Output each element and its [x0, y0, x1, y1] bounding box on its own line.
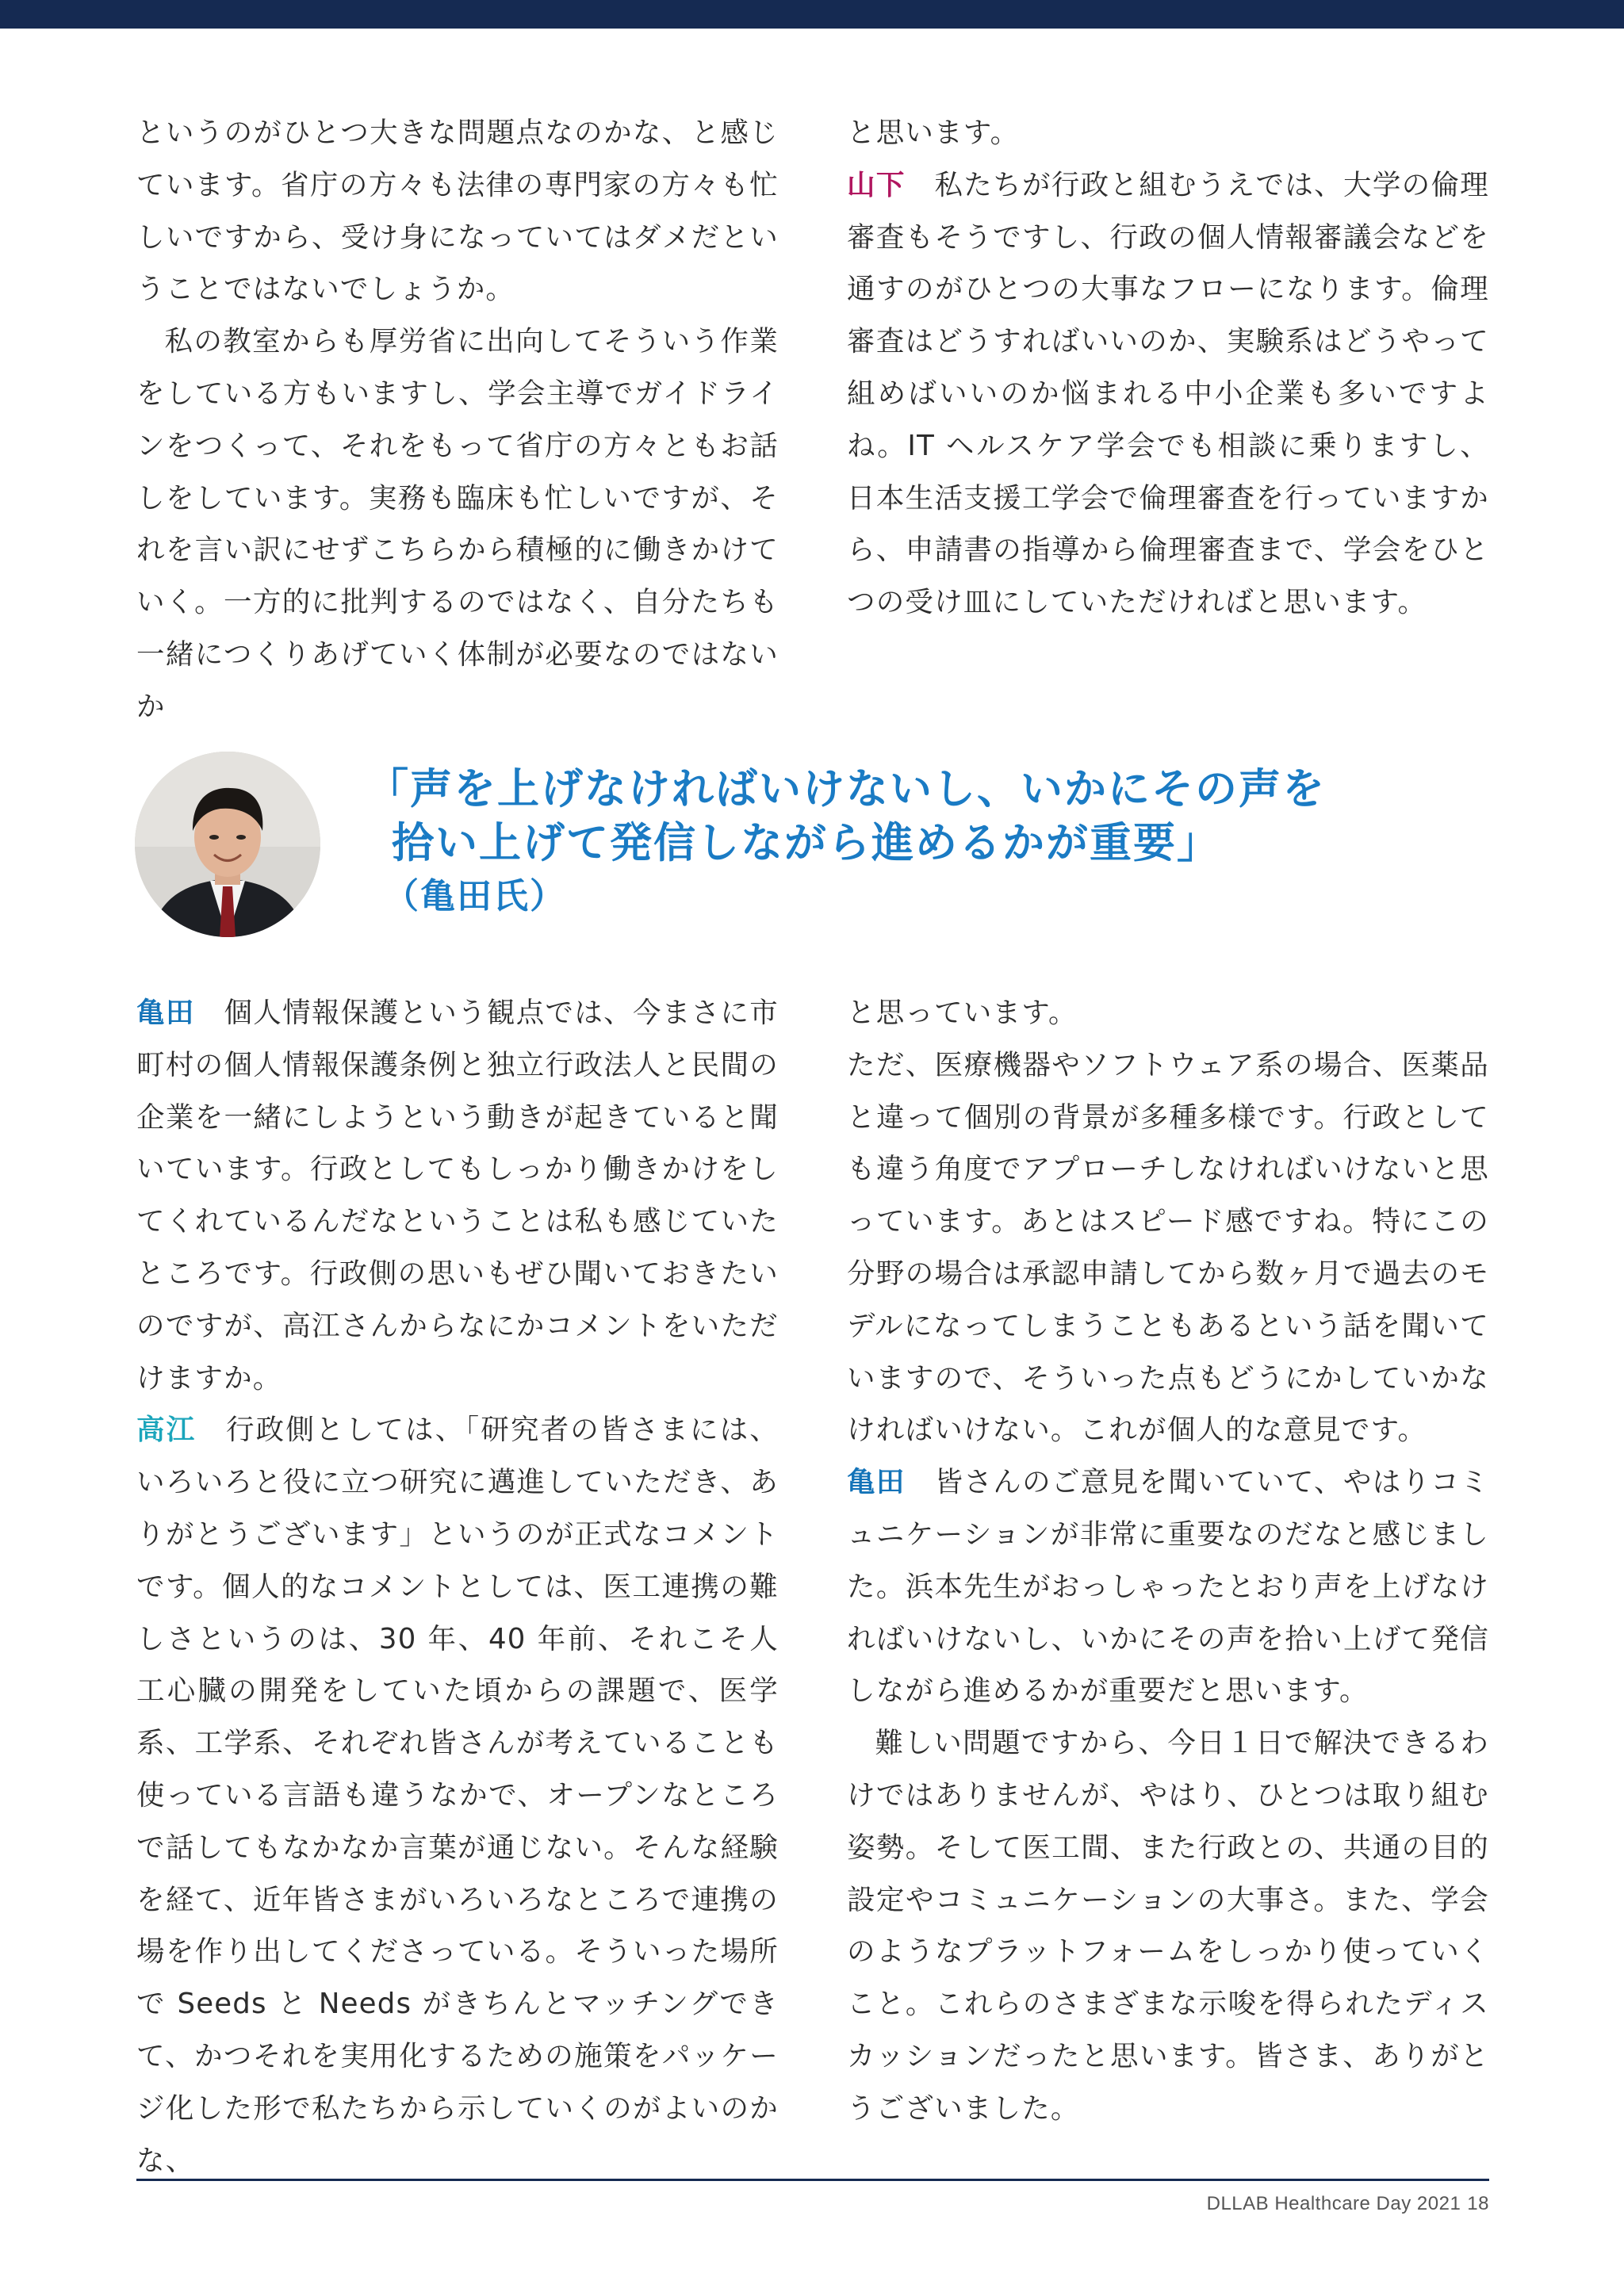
paragraph: ただ、医療機器やソフトウェア系の場合、医薬品と違って個別の背景が多種多様です。行政としても違う角度でアプローチしなければいけないと思っています。あとはスピード感ですね。特にこの分野の場合は承認申請してから数ヶ月で過去のモデルになってしまうこともあるという話を聞いていますので、そういった点もどうにかしていかなければいけない。これが個人的な意見です。 [847, 1048, 1489, 1447]
paragraph-text: 個人情報保護という観点では、今まさに市町村の個人情報保護条例と独立行政法人と民間の企業を一緒にしようという動きが起きていると聞いています。行政としてもしっかり働きかけをしてくれているんだなということは私も感じていたところです。行政側の思いもぜひ聞いておきたいのですが、高江さんからなにかコメントをいただけますか。 [136, 997, 779, 1395]
paragraph [847, 159, 1489, 629]
paragraph [136, 987, 779, 1404]
section2-left-column [136, 987, 779, 2187]
section1-right-column [847, 107, 1489, 629]
paragraph-text: 行政側としては、「研究者の皆さまには、いろいろと役に立つ研究に邁進していただき、ありがとうございます」というのが正式なコメントです。個人的なコメントとしては、医工連携の難しさというのは、30 年、40 年前、それこそ人工心臓の開発をしていた頃からの課題で、医学系、工学系、それぞれ皆さんが考えていることも使っている言語も違うなかで、オープンなところで話してもなかなか言葉が通じない。そんな経験を経て、近年皆さまがいろいろなところで連携の場を作り出してくださっている。そういった場所で Seeds と Needs がきちんとマッチングできて、かつそれを実用化するための施策をパッケージ化した形で私たちから示していくのがよいのかな、 [136, 1414, 779, 2177]
footer-rule [136, 2179, 1489, 2181]
section2-right-column [847, 987, 1489, 2135]
paragraph: 難しい問題ですから、今日１日で解決できるわけではありませんが、やはり、ひとつは取り組む姿勢。そして医工間、また行政との、共通の目的設定やコミュニケーションの大事さ。また、学会のようなプラットフォームをしっかり使っていくこと。これらのさまざまな示唆を得られたディスカッションだったと思います。皆さま、ありがとうございました。 [847, 1727, 1489, 2125]
header-bar [0, 0, 1624, 29]
speaker-name: 山下 [847, 168, 906, 201]
footer-title: DLLAB Healthcare Day 2021 [1206, 2193, 1461, 2214]
paragraph [136, 1404, 779, 2187]
speaker-name: 亀田 [136, 997, 195, 1029]
speaker-portrait-photo [135, 752, 320, 937]
speaker-name: 亀田 [847, 1466, 906, 1499]
paragraph: 私の教室からも厚労省に出向してそういう作業をしている方もいますし、学会主導でガイドラインをつくって、それをもって省庁の方々ともお話しをしています。実務も臨床も忙しいですが、それを言い訳にせずこちらから積極的に働きかけていく。一方的に批判するのではなく、自分たちも一緒につくりあげていく体制が必要なのではないか [136, 325, 779, 723]
quote-line-1: 「声を上げなければいけないし、いかにその声を [366, 765, 1326, 813]
paragraph: と思っています。 [847, 997, 1078, 1029]
portrait-illustration [135, 752, 320, 937]
pull-quote [366, 763, 1397, 923]
paragraph-text: 皆さんのご意見を聞いていて、やはりコミュニケーションが非常に重要なのだなと感じました。浜本先生がおっしゃったとおり声を上げなければいけないし、いかにその声を拾い上げて発信しながら進めるかが重要だと思います。 [847, 1466, 1489, 1708]
paragraph: と思います。 [847, 117, 1020, 149]
page-footer [1207, 2193, 1489, 2215]
page-number: 18 [1467, 2193, 1489, 2214]
paragraph [847, 1456, 1489, 1717]
speaker-name: 高江 [136, 1414, 197, 1447]
quote-line-2: 拾い上げて発信しながら進めるかが重要」 [392, 819, 1220, 867]
section1-left-column [136, 107, 779, 733]
paragraph-text: 私たちが行政と組むうえでは、大学の倫理審査もそうですし、行政の個人情報審議会などを通すのがひとつの大事なフローになります。倫理審査はどうすればいいのか、実験系はどうやって組めばいいのか悩まれる中小企業も多いですよね。IT ヘルスケア学会でも相談に乗りますし、日本生活支援工学会で倫理審査を行っていますから、申請書の指導から倫理審査まで、学会をひとつの受け皿にしていただければと思います。 [847, 168, 1489, 619]
paragraph: というのがひとつ大きな問題点なのかな、と感じています。省庁の方々も法律の専門家の方々も忙しいですから、受け身になっていてはダメだということではないでしょうか。 [136, 117, 779, 306]
quote-attribution: （亀田氏） [384, 876, 566, 916]
